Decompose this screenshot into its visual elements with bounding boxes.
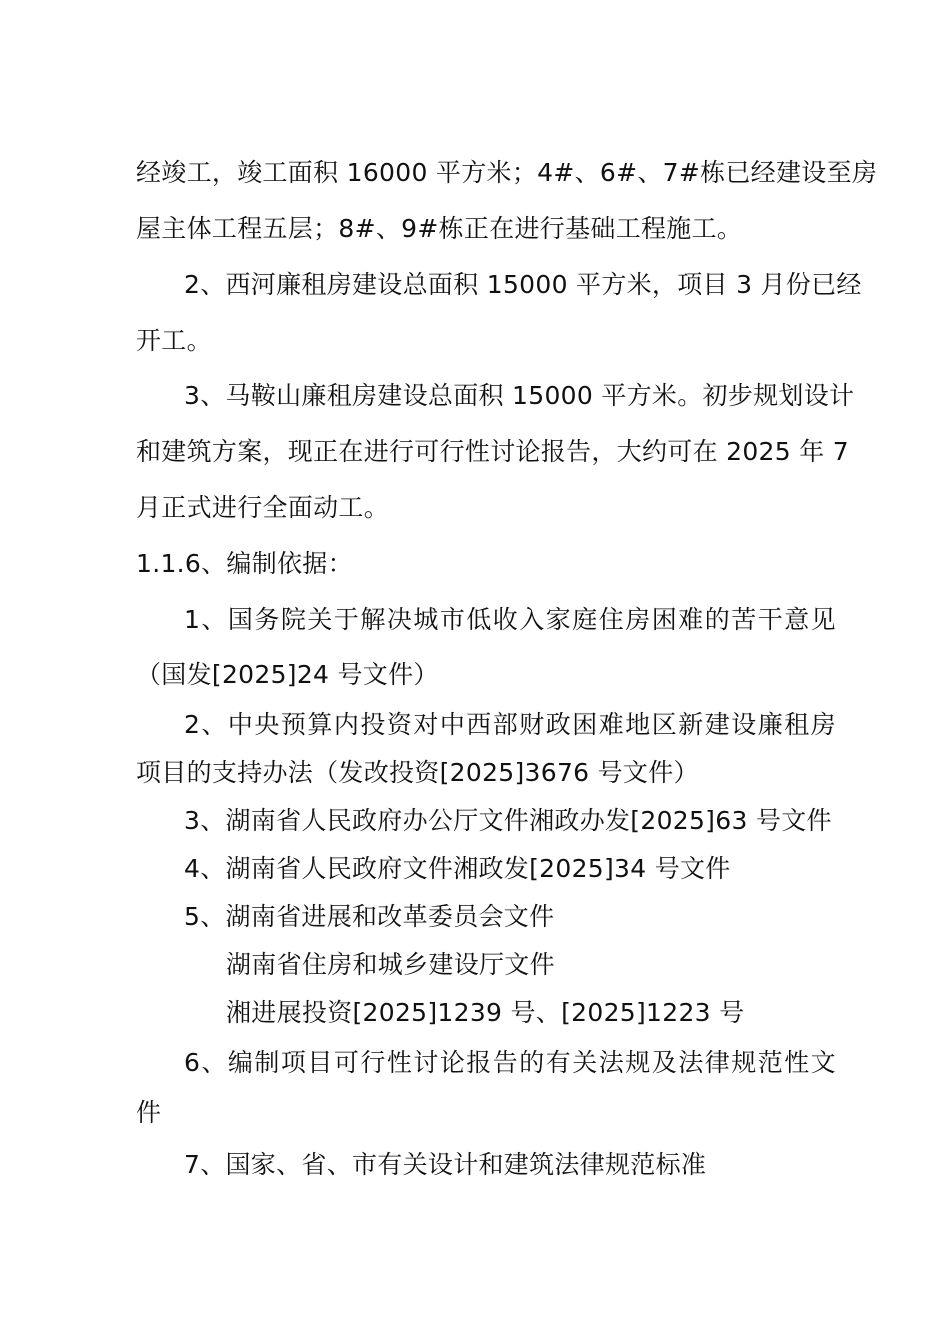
text-line: 经竣工，竣工面积 16000 平方米；4#、6#、7#栋已经建设至房 (136, 158, 878, 187)
text-line: 6、编制项目可行性讨论报告的有关法规及法律规范性文 (184, 1048, 836, 1077)
text-line: 3、马鞍山廉租房建设总面积 15000 平方米。初步规划设计 (184, 381, 855, 410)
text-line: 月正式进行全面动工。 (136, 493, 390, 522)
text-line: 湖南省住房和城乡建设厅文件 (226, 950, 555, 979)
text-line: 和建筑方案，现正在进行可行性讨论报告，大约可在 2025 年 7 (136, 437, 849, 466)
text-line: 湘进展投资[2025]1239 号、[2025]1223 号 (226, 998, 745, 1027)
text-line: 开工。 (136, 326, 212, 355)
text-line: 2、中央预算内投资对中西部财政困难地区新建设廉租房 (184, 710, 836, 739)
text-line: 1、国务院关于解决城市低收入家庭住房困难的苦干意见 (184, 605, 836, 634)
text-line: （国发[2025]24 号文件） (136, 660, 439, 689)
section-heading: 1.1.6、编制依据： (136, 549, 353, 578)
text-line: 2、西河廉租房建设总面积 15000 平方米，项目 3 月份已经 (184, 270, 862, 299)
text-line: 屋主体工程五层；8#、9#栋正在进行基础工程施工。 (136, 214, 743, 243)
text-line: 项目的支持办法（发改投资[2025]3676 号文件） (136, 758, 699, 787)
text-line: 5、湖南省进展和改革委员会文件 (184, 902, 555, 931)
text-line: 件 (136, 1098, 162, 1127)
text-line: 3、湖南省人民政府办公厅文件湘政办发[2025]63 号文件 (184, 806, 832, 835)
text-line: 7、国家、省、市有关设计和建筑法律规范标准 (184, 1150, 707, 1179)
text-line: 4、湖南省人民政府文件湘政发[2025]34 号文件 (184, 854, 731, 883)
